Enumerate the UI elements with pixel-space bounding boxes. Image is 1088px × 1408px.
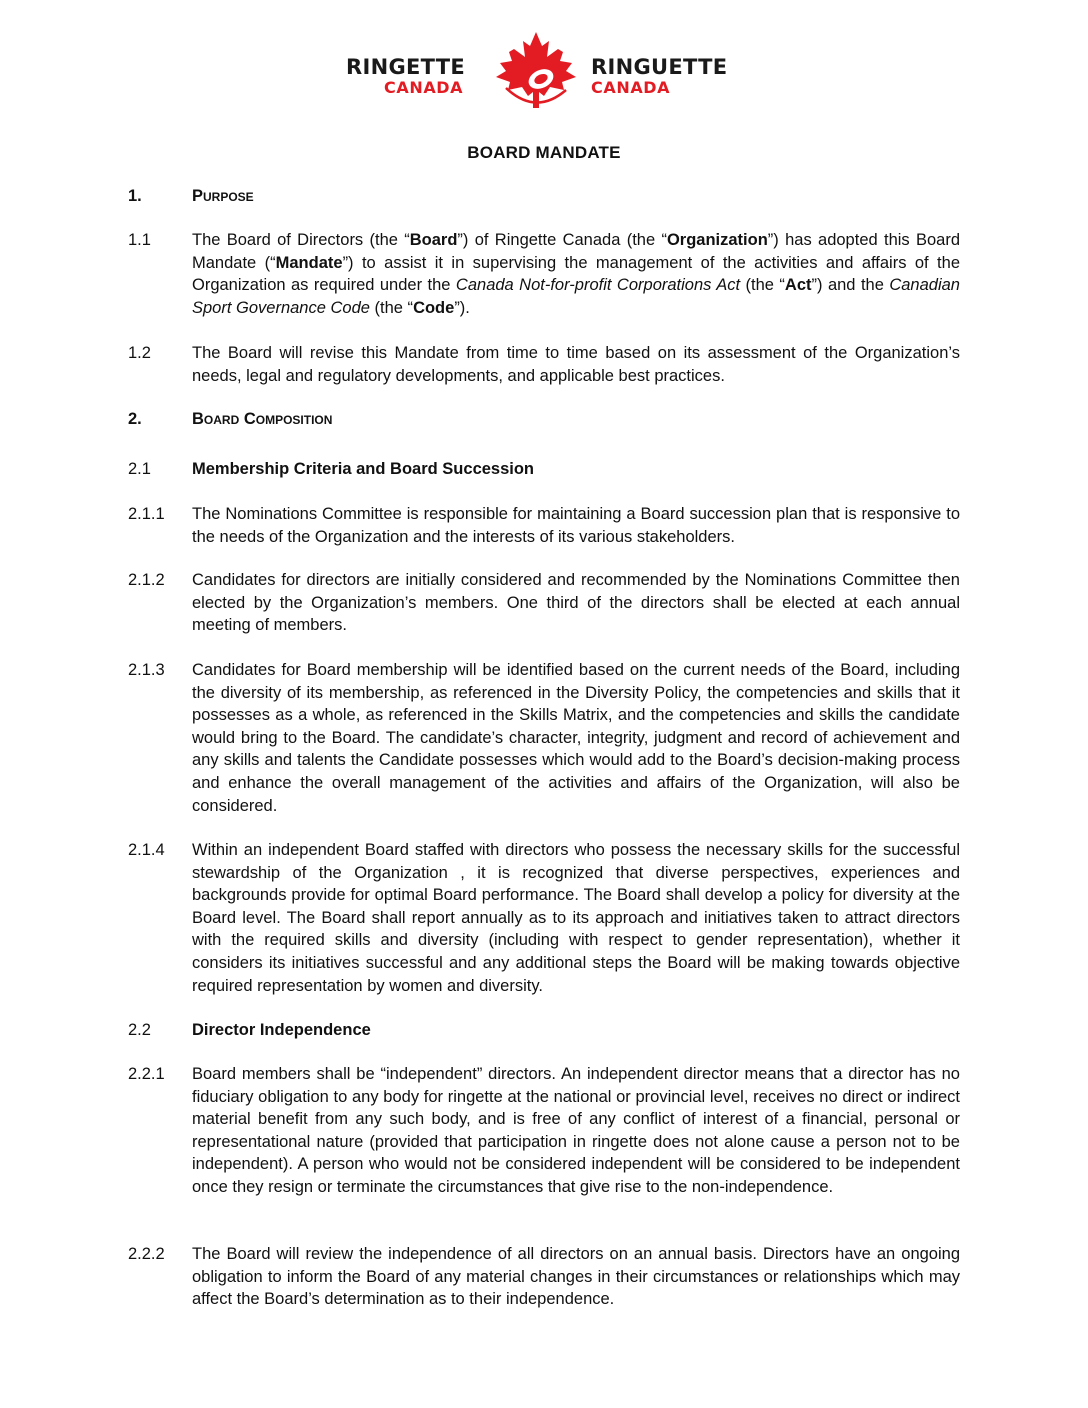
clause-number: 2.2.2 <box>128 1245 165 1263</box>
text-run: ”) to assist it in supervising the management of the activities and affairs of the Organization as required under the <box>192 253 960 295</box>
clause-text: Candidates for directors are initially considered and recommended by the Nominations Committee then elected by the Organization’s members. One third of the directors shall be elected at each annual meeting of members. <box>192 571 960 635</box>
subsection-title: Membership Criteria and Board Succession <box>192 460 535 478</box>
code-title: Canadian Sport Governance Code <box>192 276 960 317</box>
clause-text: Within an independent Board staffed with directors who possess the necessary skills for the successful stewardship of the Organization , it is recognized that diverse perspectives, experiences and backgrounds provide for optimal Board performance. The Board shall develop a policy for diversity at the Board level. The Board shall report annually as to its approach and initiatives taken to attract directors with the required skills and diversity (including with respect to gender representation), whether it considers its initiatives successful and any additional steps the Board will be making towards objective required representation by women and diversity. <box>192 841 960 995</box>
text-run: ”) has adopted this Board Mandate (“ <box>192 231 961 272</box>
subsection-title: Director Independence <box>192 1021 371 1039</box>
logo-left-name: RINGETTE <box>346 55 466 79</box>
clause-text <box>192 229 960 319</box>
clause-number: 2.2.1 <box>128 1065 165 1083</box>
text-run: The Board of Directors (the “ <box>192 231 410 249</box>
subsection-number: 2.1 <box>128 460 151 478</box>
clause-number: 2.1.2 <box>128 571 165 589</box>
section-title: Purpose <box>192 187 254 205</box>
clause-number: 1.2 <box>128 344 151 362</box>
defined-term: Board <box>409 231 458 249</box>
section-number: 2. <box>128 410 142 428</box>
section-number: 1. <box>128 187 142 205</box>
logo-left-sub: CANADA <box>384 78 464 97</box>
text-run: (the “ <box>740 276 785 295</box>
clause-text: The Board will revise this Mandate from time to time based on its assessment of the Organization’s needs, legal and regulatory developments, and applicable best practices. <box>192 344 960 385</box>
clause-text: Board members shall be “independent” directors. An independent director means that a director has no fiduciary obligation to any body for ringette at the national or provincial level, receives no direct or indirect material benefit from any such body, and is free of any conflict of interest of a financial, personal or representational nature (provided that participation in ringette does not alone cause a person not to be independent). A person who would not be considered independent will be considered to be independent once they resign or terminate the circumstances that give rise to the non-independence. <box>192 1065 960 1196</box>
statute-title: Canada Not-for-profit Corporations Act <box>455 276 741 295</box>
defined-term: Act <box>784 276 812 295</box>
clause-text: The Nominations Committee is responsible for maintaining a Board succession plan that is responsive to the needs of the Organization and the interests of its various stakeholders. <box>192 505 960 546</box>
clause-number: 2.1.4 <box>128 841 165 859</box>
subsection-number: 2.2 <box>128 1021 151 1039</box>
clause-number: 1.1 <box>128 231 151 249</box>
section-title: Board Composition <box>192 410 333 428</box>
defined-term: Organization <box>666 231 768 249</box>
clause-number: 2.1.1 <box>128 505 165 523</box>
defined-term: Code <box>413 298 455 317</box>
defined-term: Mandate <box>275 253 343 272</box>
clause-number: 2.1.3 <box>128 661 165 679</box>
ringette-canada-logo <box>346 30 740 112</box>
text-run: ”). <box>454 298 470 317</box>
text-run: (the “ <box>369 298 414 317</box>
clause-text: Candidates for Board membership will be identified based on the current needs of the Board, including the diversity of its membership, as referenced in the Diversity Policy, the competencies and skills that it possesses as a whole, as referenced in the Skills Matrix, and the competencies and skills the candidate would bring to the Board. The candidate’s character, integrity, judgment and record of achievement and any skills and talents the Candidate possesses which would add to the Board’s decision-making process and enhance the overall management of the activities and affairs of the Organization, will also be considered. <box>192 661 960 815</box>
maple-leaf-icon <box>492 30 580 112</box>
clause-text: The Board will review the independence of all directors on an annual basis. Directors have an ongoing obligation to inform the Board of any material changes in their circumstances or relationships which may affect the Board’s determination as to their independence. <box>192 1245 960 1309</box>
text-run: ”) and the <box>811 276 890 295</box>
logo-right-name: RINGUETTE <box>591 55 728 79</box>
page-title: BOARD MANDATE <box>467 143 621 162</box>
text-run: ”) of Ringette Canada (the “ <box>457 231 667 249</box>
logo-right-sub: CANADA <box>591 78 671 97</box>
